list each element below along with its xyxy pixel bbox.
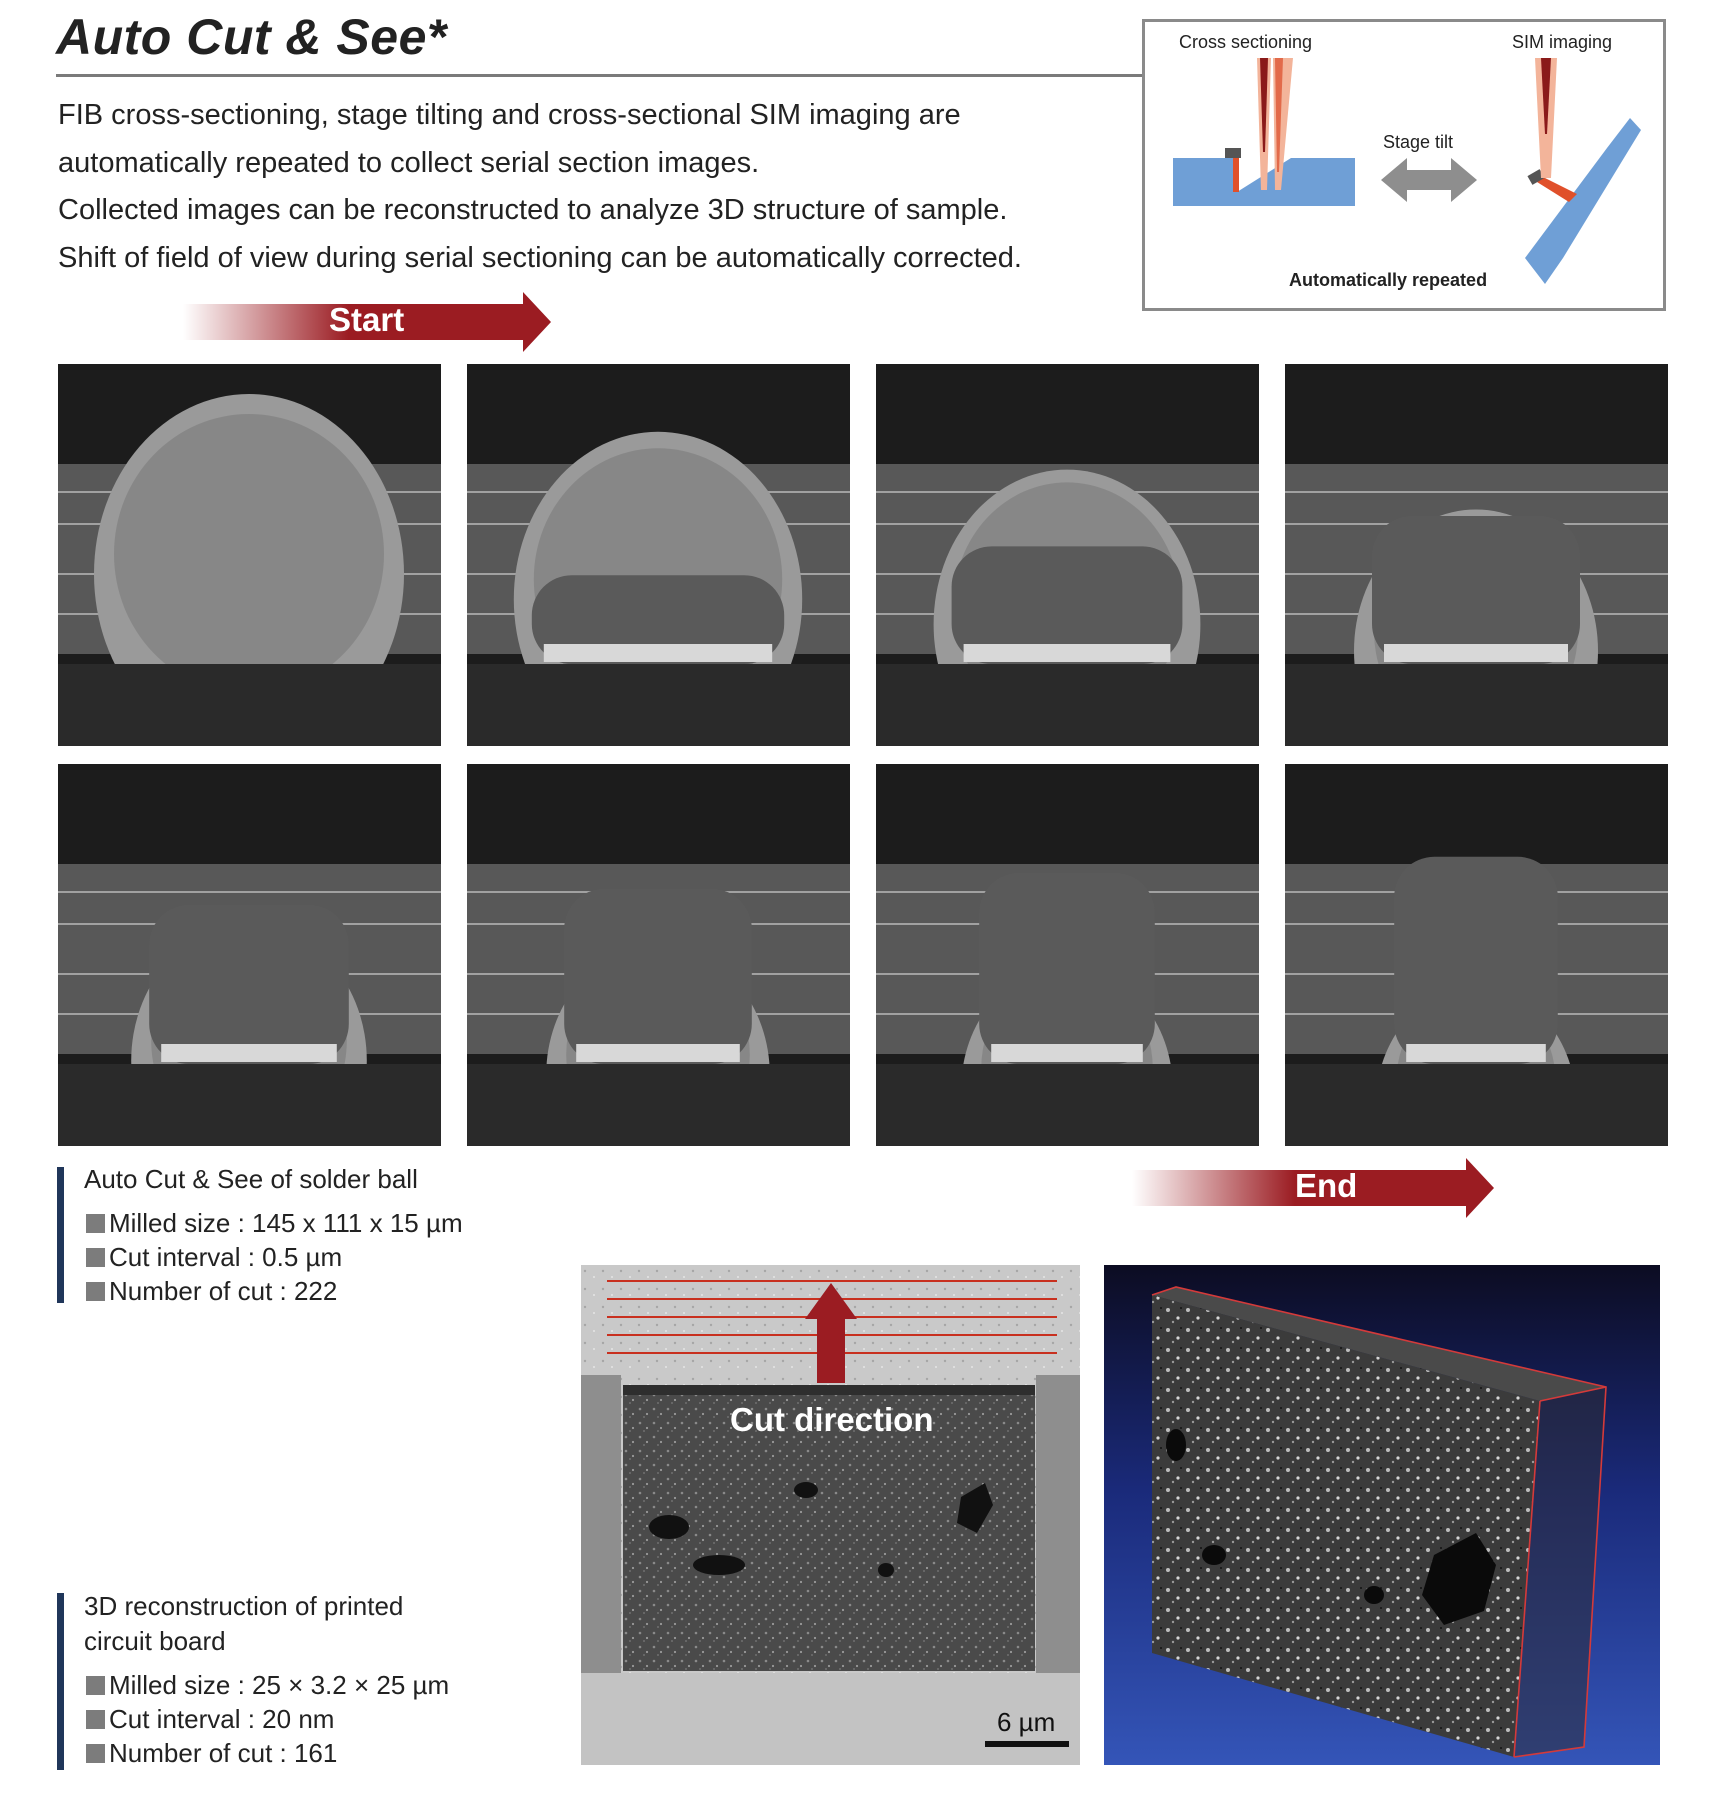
serial-section-photo: [876, 364, 1259, 746]
title-divider: [56, 74, 1142, 77]
caption-solder-list: [86, 1206, 463, 1308]
start-arrow-label: Start: [329, 301, 405, 338]
intro-paragraph: [58, 92, 1138, 282]
diagram-label-stage-tilt: Stage tilt: [1383, 132, 1454, 152]
bullet-square-icon: [86, 1214, 105, 1233]
diagram-label-cross-sectioning: Cross sectioning: [1179, 32, 1313, 52]
stage-tilt-arrow-icon: [1381, 158, 1477, 202]
start-arrow: [183, 292, 551, 352]
caption-pcb-item: Milled size : 25 × 3.2 × 25 µm: [86, 1668, 449, 1702]
diagram-label-automatically-repeated: Automatically repeated: [1289, 270, 1488, 290]
caption-accent-bar: [57, 1593, 64, 1770]
bullet-square-icon: [86, 1248, 105, 1267]
protect-layer-left: [1225, 148, 1241, 158]
bullet-square-icon: [86, 1710, 105, 1729]
caption-accent-bar: [57, 1167, 64, 1303]
cross-section-face-right: [1537, 176, 1577, 202]
serial-section-photo: [58, 764, 441, 1146]
3d-reconstruction-image: [1104, 1265, 1660, 1765]
process-diagram: [1142, 19, 1666, 311]
cut-direction-graphic: [581, 1265, 1080, 1765]
caption-solder-item: Milled size : 145 x 111 x 15 µm: [86, 1206, 463, 1240]
caption-pcb-item: Cut interval : 20 nm: [86, 1702, 449, 1736]
intro-line: Collected images can be reconstructed to analyze 3D structure of sample.: [58, 194, 1008, 226]
serial-section-photo: [876, 764, 1259, 1146]
caption-solder-item: Cut interval : 0.5 µm: [86, 1240, 463, 1274]
caption-pcb-list: [86, 1668, 449, 1770]
serial-section-photo: [58, 364, 441, 746]
bullet-square-icon: [86, 1282, 105, 1301]
caption-solder-item: Number of cut : 222: [86, 1274, 463, 1308]
intro-line: automatically repeated to collect serial section images.: [58, 146, 760, 179]
end-arrow: [1132, 1158, 1494, 1218]
process-diagram-graphic: [1145, 22, 1663, 308]
bullet-square-icon: [86, 1676, 105, 1695]
diagram-label-sim-imaging: SIM imaging: [1512, 32, 1613, 52]
serial-section-photo: [467, 764, 850, 1146]
cross-section-face-left: [1233, 158, 1239, 192]
serial-section-photo: [1285, 364, 1668, 746]
serial-section-photo: [1285, 764, 1668, 1146]
end-arrow-label: End: [1295, 1167, 1358, 1204]
cut-direction-label: Cut direction: [730, 1401, 934, 1438]
bullet-square-icon: [86, 1744, 105, 1763]
intro-line: Shift of field of view during serial sectioning can be automatically corrected.: [58, 241, 1022, 274]
scale-bar-label: 6 µm: [997, 1707, 1056, 1737]
cut-direction-image: [581, 1265, 1080, 1765]
caption-solder-title: Auto Cut & See of solder ball: [84, 1164, 418, 1194]
intro-line: FIB cross-sectioning, stage tilting and cross-sectional SIM imaging are: [58, 99, 961, 131]
3d-reconstruction-graphic: [1104, 1265, 1660, 1765]
serial-section-photo: [467, 364, 850, 746]
caption-pcb-item: Number of cut : 161: [86, 1736, 449, 1770]
scale-bar-icon: [985, 1741, 1069, 1747]
caption-pcb-title: 3D reconstruction of printed circuit board: [84, 1591, 404, 1656]
page-title: Auto Cut & See*: [56, 9, 447, 65]
